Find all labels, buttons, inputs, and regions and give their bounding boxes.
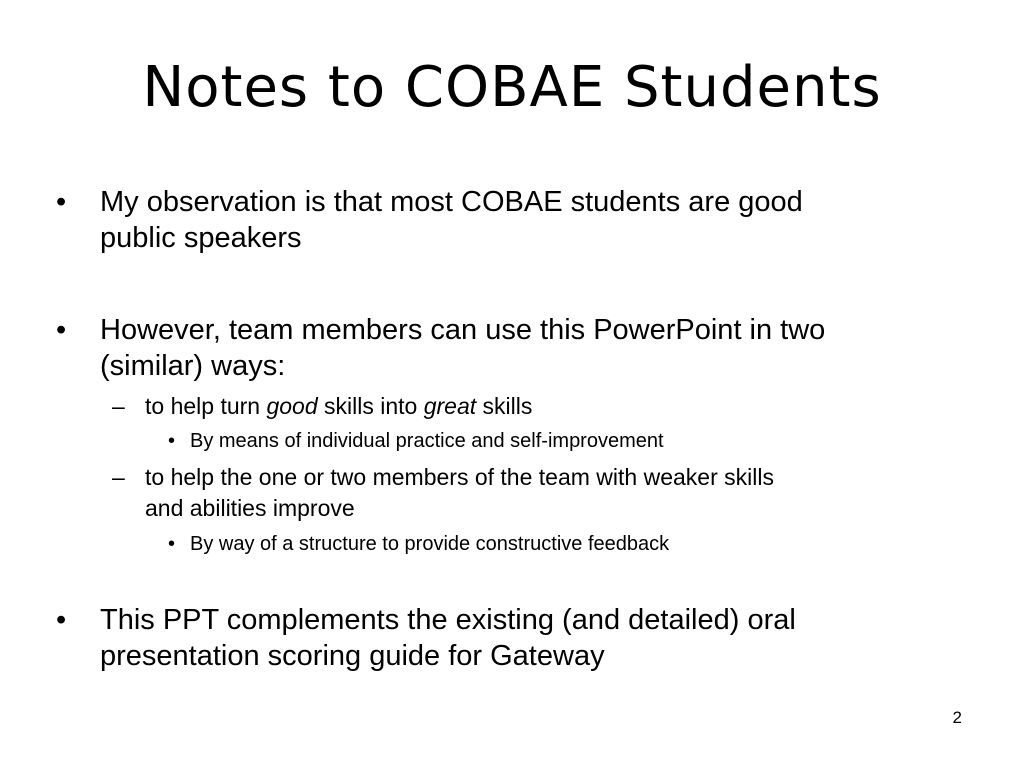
dash-marker: –	[112, 393, 125, 419]
bullet-line: However, team members can use this PowerPoint in two	[100, 314, 826, 346]
sub-sub-bullet-item	[168, 428, 968, 454]
bullet-marker: •	[168, 430, 176, 452]
slide-title: Notes to COBAE Students	[142, 55, 882, 120]
sub-bullet-line: and abilities improve	[145, 495, 355, 521]
emphasis-text: great	[423, 393, 477, 419]
text-segment: to help turn	[145, 393, 267, 419]
bullet-item	[56, 312, 976, 384]
page-number: 2	[952, 708, 962, 727]
bullet-text	[100, 312, 976, 384]
bullet-item	[56, 184, 976, 256]
bullet-marker: •	[56, 186, 67, 218]
sub-bullet-item	[112, 391, 972, 422]
bullet-marker: •	[56, 314, 67, 346]
sub-sub-bullet-text: By way of a structure to provide constructive feedback	[190, 533, 670, 555]
emphasis-text: good	[266, 393, 318, 419]
bullet-marker: •	[168, 533, 176, 555]
bullet-line: My observation is that most COBAE students are good	[100, 186, 803, 218]
text-segment: skills into	[317, 393, 424, 419]
bullet-line: (similar) ways:	[100, 350, 286, 382]
dash-marker: –	[112, 464, 125, 490]
bullet-text	[100, 602, 976, 674]
bullet-item	[56, 602, 976, 674]
bullet-line: This PPT complements the existing (and detailed) oral	[100, 604, 796, 636]
sub-bullet-line: to help the one or two members of the team with weaker skills	[145, 464, 774, 490]
sub-sub-bullet-item	[168, 531, 968, 557]
text-segment: skills	[476, 393, 533, 419]
sub-bullet-text	[145, 462, 972, 524]
bullet-marker: •	[56, 604, 67, 636]
bullet-line: public speakers	[100, 222, 302, 254]
bullet-text	[100, 184, 976, 256]
sub-sub-bullet-text: By means of individual practice and self-improvement	[190, 430, 664, 452]
sub-bullet-item	[112, 462, 972, 524]
sub-bullet-text	[145, 391, 972, 422]
bullet-line: presentation scoring guide for Gateway	[100, 640, 605, 672]
